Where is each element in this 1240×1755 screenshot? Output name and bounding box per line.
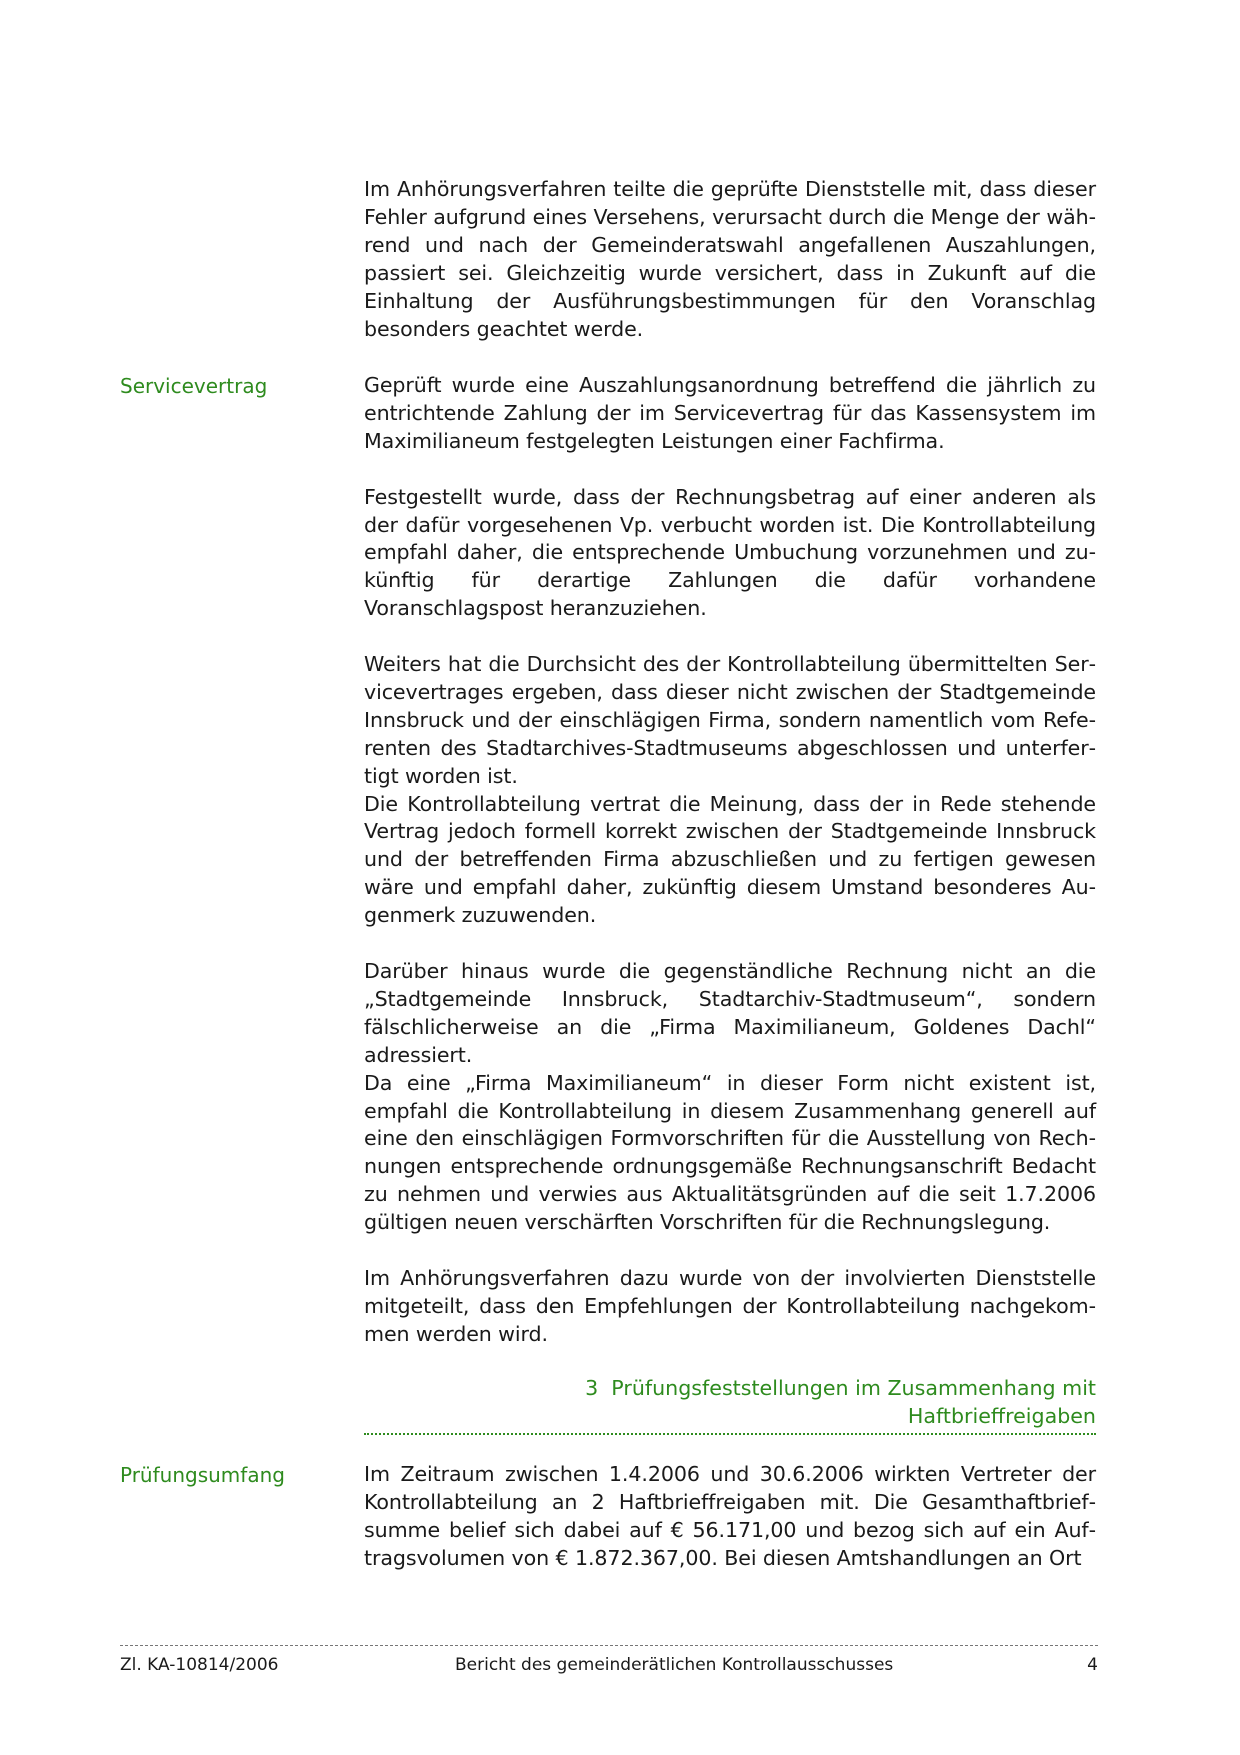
section-heading-divider <box>364 1433 1096 1435</box>
paragraph-anhoerungsverfahren-2: Im Anhörungsverfahren dazu wurde von der involvierten Dienststelle mitgeteilt, dass den Empfehlungen der Kontrollabteilung nachgekommen werden wird. <box>364 1265 1096 1346</box>
section-heading-line-1 <box>364 1374 1096 1402</box>
paragraph-rechnungsbetrag: Festgestellt wurde, dass der Rechnungsbetrag auf einer anderen als der dafür vorgesehenen Vp. verbucht worden ist. Die Kontrollabteilung empfahl daher, die entsprechende Umbuchung vorzunehmen und zukünftig für derartige Zahlungen die dafür vorhandene Voranschlagspost heranzuziehen. <box>364 484 1096 621</box>
paragraph-zeitraum: Im Zeitraum zwischen 1.4.2006 und 30.6.2006 wirkten Vertreter der Kontrollabteilung an 2 Haftbrieffreigaben mit. Die Gesamthaftbriefsumme belief sich dabei auf € 56.171,00 und bezog sich auf ein Auftragsvolumen von € 1.872.367,00. Bei diesen Amtshandlungen an Ort <box>364 1462 1096 1570</box>
body-block-2 <box>364 372 1096 1349</box>
paragraph-firma-maximilianeum: Da eine „Firma Maximilianeum“ in dieser Form nicht existent ist, empfahl die Kontrollabteilung in diesem Zusammenhang generell auf eine den einschlägigen Formvorschriften für die Ausstellung von Rechnungen entsprechende ordnungsgemäße Rechnungsanschrift Bedacht zu nehmen und verwies aus Aktualitätsgründen auf die seit 1.7.2006 gültigen neuen verschärften Vorschriften für die Rechnungslegung. <box>364 1070 1096 1235</box>
paragraph-rechnung-adressiert: Darüber hinaus wurde die gegenständliche Rechnung nicht an die „Stadtgemeinde Innsbruck, Stadtarchiv-Stadtmuseum“, sondern fälschlicherweise an die „Firma Maximilianeum, Goldenes Dachl“ adressiert. <box>364 958 1096 1067</box>
body-block-1 <box>364 176 1096 343</box>
section-number: 3 <box>585 1376 599 1400</box>
footer-report-title: Bericht des gemeinderätlichen Kontrollausschusses <box>455 1655 894 1675</box>
body-block-3 <box>364 1461 1096 1573</box>
section-title-line-2: Haftbrieffreigaben <box>907 1404 1096 1428</box>
margin-note-pruefungsumfang: Prüfungsumfang <box>120 1463 285 1487</box>
margin-note-servicevertrag: Servicevertrag <box>120 374 268 398</box>
paragraph-anhoerungsverfahren-1: Im Anhörungsverfahren teilte die geprüfte Dienststelle mit, dass dieser Fehler aufgrund eines Versehens, verursacht durch die Menge der während und nach der Gemeinderatswahl angefallenen Auszahlungen, passiert sei. Gleichzeitig wurde versichert, dass in Zukunft auf die Einhaltung der Ausführungsbestimmungen für den Voranschlag besonders geachtet werde. <box>364 177 1096 341</box>
footer-page-number: 4 <box>1087 1655 1098 1675</box>
section-title-line-1: Prüfungsfeststellungen im Zusammenhang mit <box>611 1376 1096 1400</box>
footer-reference: Zl. KA-10814/2006 <box>120 1655 279 1675</box>
paragraph-auszahlungsanordnung: Geprüft wurde eine Auszahlungsanordnung betreffend die jährlich zu entrichtende Zahlung der im Servicevertrag für das Kassensystem im Maximilianeum festgelegten Leistungen einer Fachfirma. <box>364 373 1096 453</box>
section-heading <box>364 1374 1096 1430</box>
paragraph-servicevertrag-durchsicht: Weiters hat die Durchsicht des der Kontrollabteilung übermittelten Servicevertrages ergeben, dass dieser nicht zwischen der Stadtgemeinde Innsbruck und der einschlägigen Firma, sondern namentlich vom Referenten des Stadtarchives-Stadtmuseums abgeschlossen und unterfertigt worden ist. <box>364 652 1096 788</box>
footer-divider <box>120 1645 1098 1646</box>
paragraph-vertrag-meinung: Die Kontrollabteilung vertrat die Meinung, dass der in Rede stehende Vertrag jedoch formell korrekt zwischen der Stadtgemeinde Innsbruck und der betreffenden Firma abzuschließen und zu fertigen gewesen wäre und empfahl daher, zukünftig diesem Umstand besonderes Augenmerk zuzuwenden. <box>364 791 1096 928</box>
